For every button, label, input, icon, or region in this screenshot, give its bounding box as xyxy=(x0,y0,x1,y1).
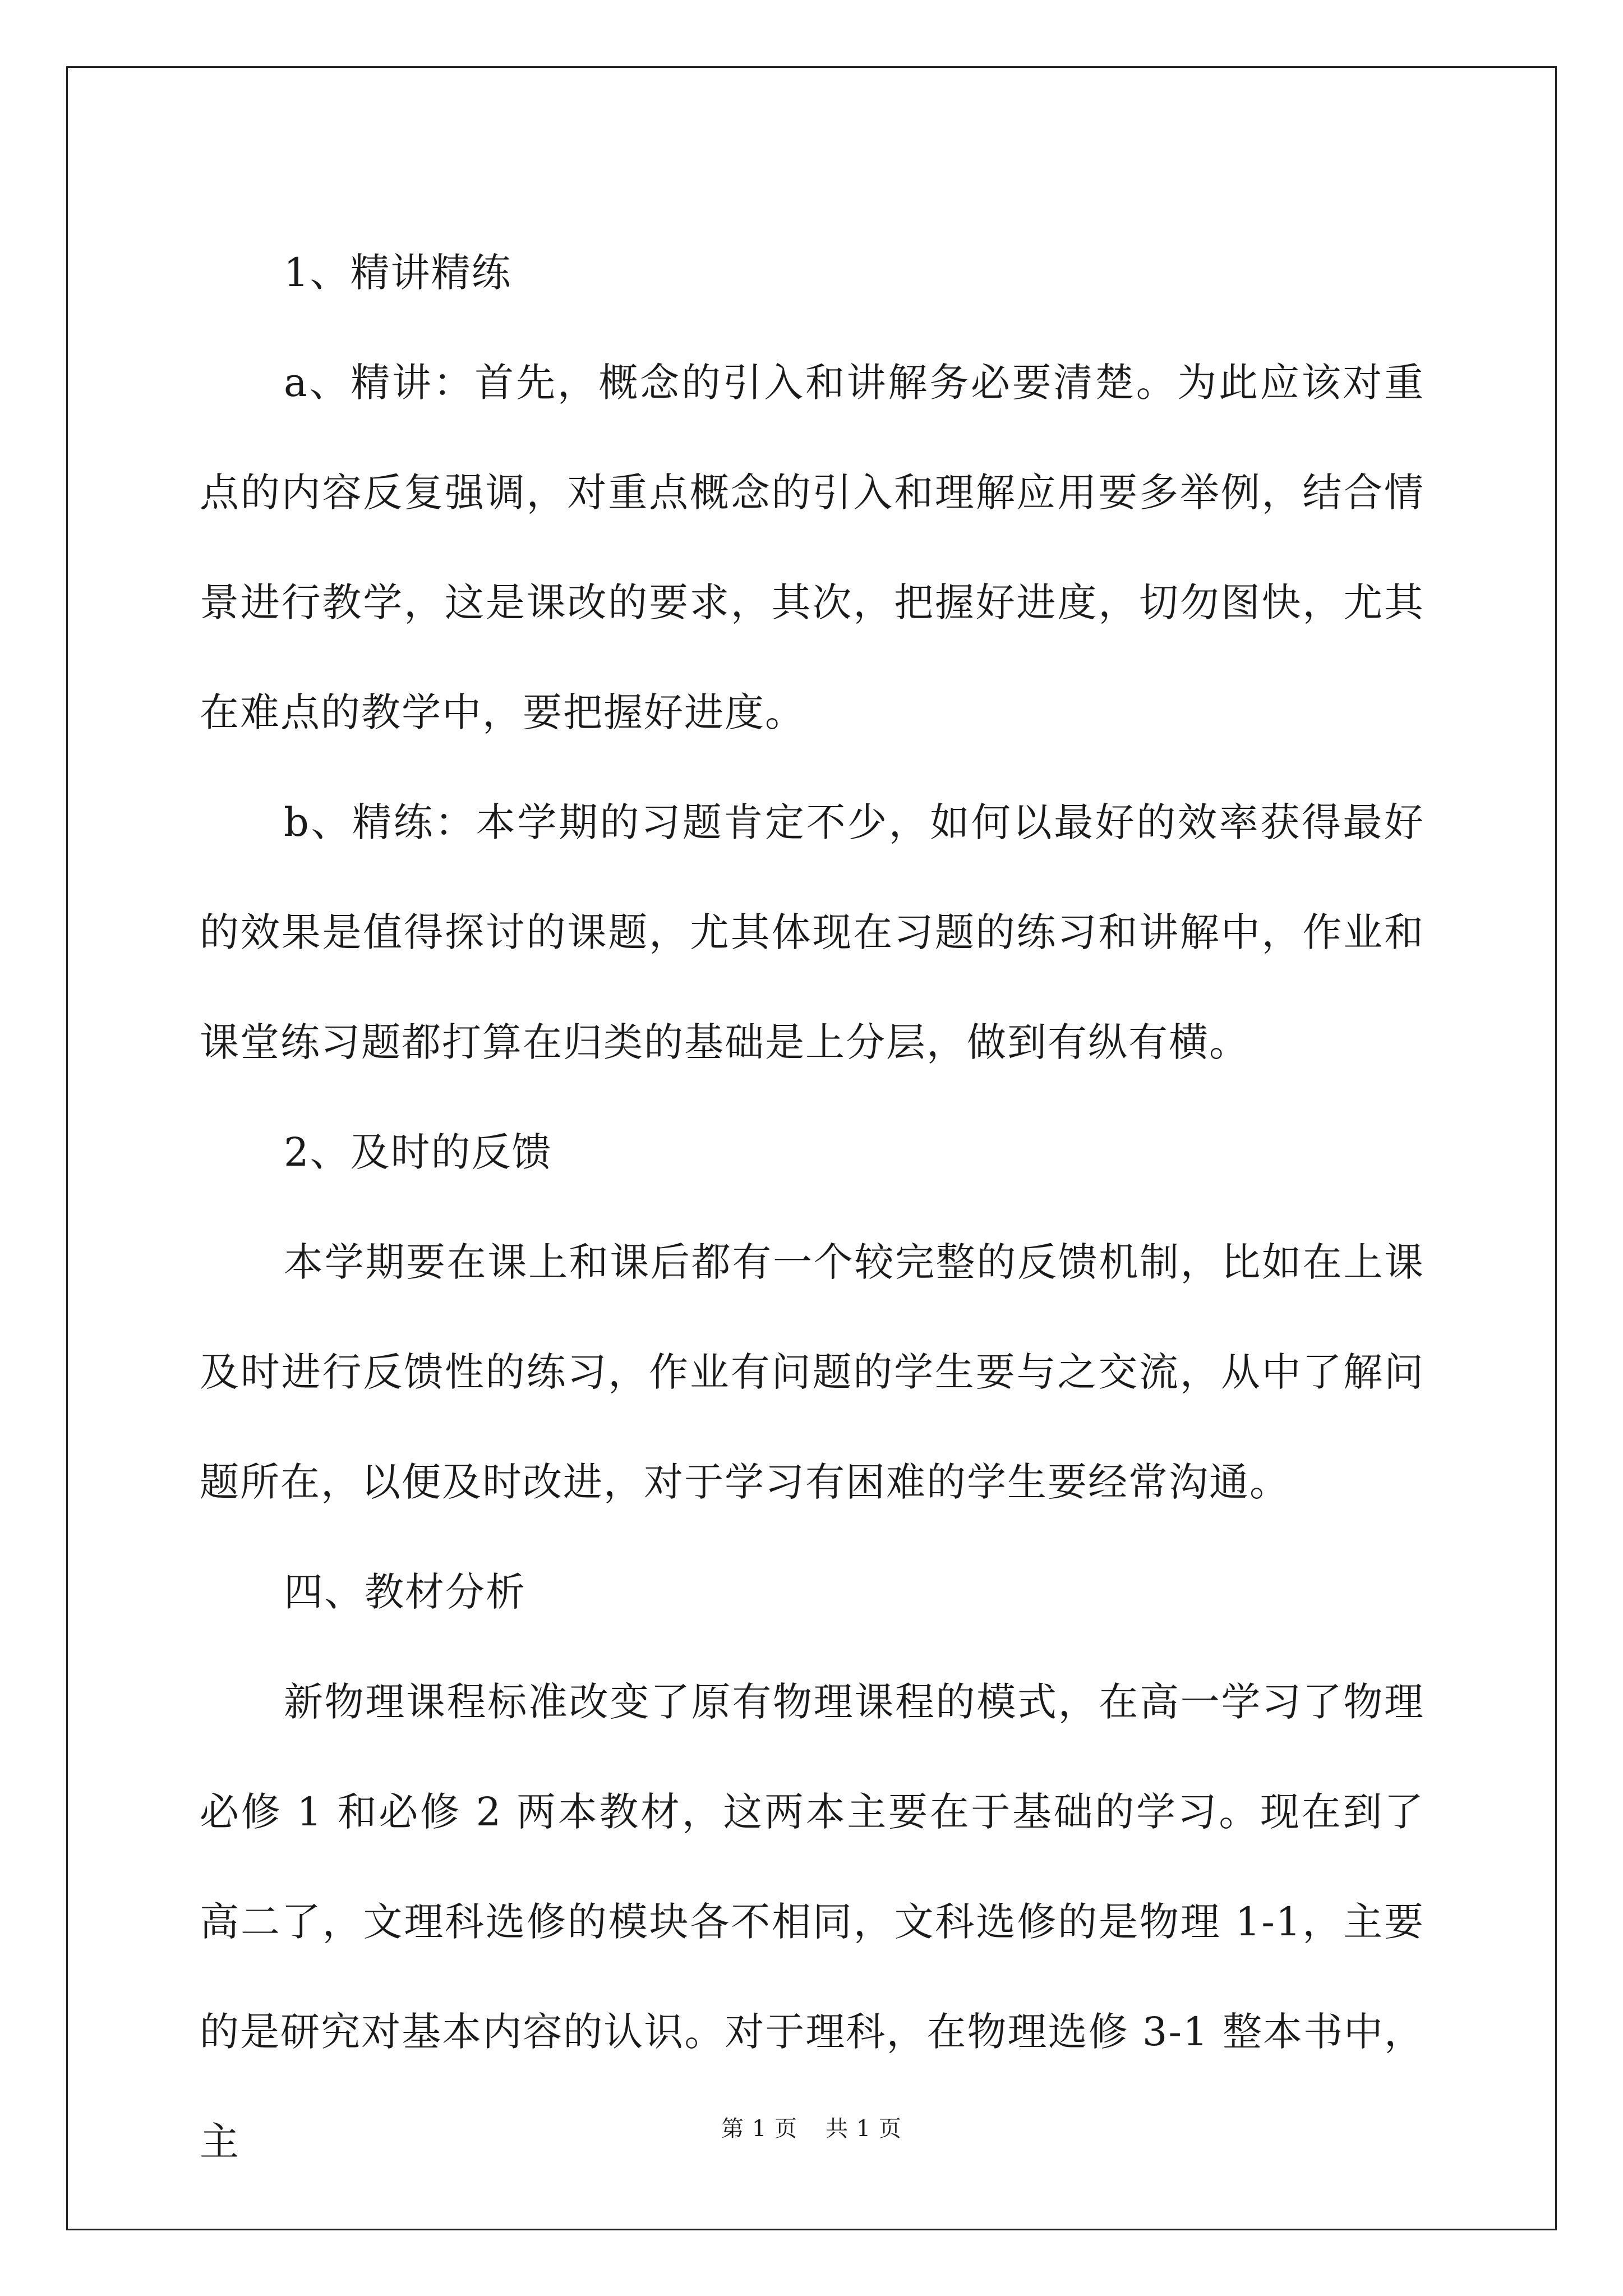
paragraph-textbook-analysis: 新物理课程标准改变了原有物理课程的模式，在高一学习了物理必修 1 和必修 2 两本教材，这两本主要在于基础的学习。现在到了高二了，文理科选修的模块各不相同，文科选修的是物理 1-1，主要的是研究对基本内容的认识。对于理科，在物理选修 3-1 整本书中，主 xyxy=(200,1679,1424,2165)
page-total: 共 1 页 xyxy=(826,2116,902,2142)
page-number: 第 1 页 xyxy=(721,2116,797,2142)
document-body xyxy=(200,218,1424,2197)
paragraph-precise-lecturing: a、精讲：首先，概念的引入和讲解务必要清楚。为此应该对重点的内容反复强调，对重点概念的引入和理解应用要多举例，结合情景进行教学，这是课改的要求，其次，把握好进度，切勿图快，尤其在难点的教学中，要把握好进度。 xyxy=(200,360,1424,735)
paragraph-feedback-mechanism: 本学期要在课上和课后都有一个较完整的反馈机制，比如在上课及时进行反馈性的练习，作业有问题的学生要与之交流，从中了解问题所在，以便及时改进，对于学习有困难的学生要经常沟通。 xyxy=(200,1239,1424,1505)
paragraph-precise-practice: b、精练：本学期的习题肯定不少，如何以最好的效率获得最好的效果是值得探讨的课题，尤其体现在习题的练习和讲解中，作业和课堂练习题都打算在归类的基础是上分层，做到有纵有横。 xyxy=(200,799,1424,1065)
section-heading-precise-teaching: 1、精讲精练 xyxy=(284,250,512,296)
section-heading-textbook-analysis: 四、教材分析 xyxy=(284,1569,526,1615)
section-heading-timely-feedback: 2、及时的反馈 xyxy=(284,1129,552,1175)
page-footer xyxy=(0,2115,1623,2143)
